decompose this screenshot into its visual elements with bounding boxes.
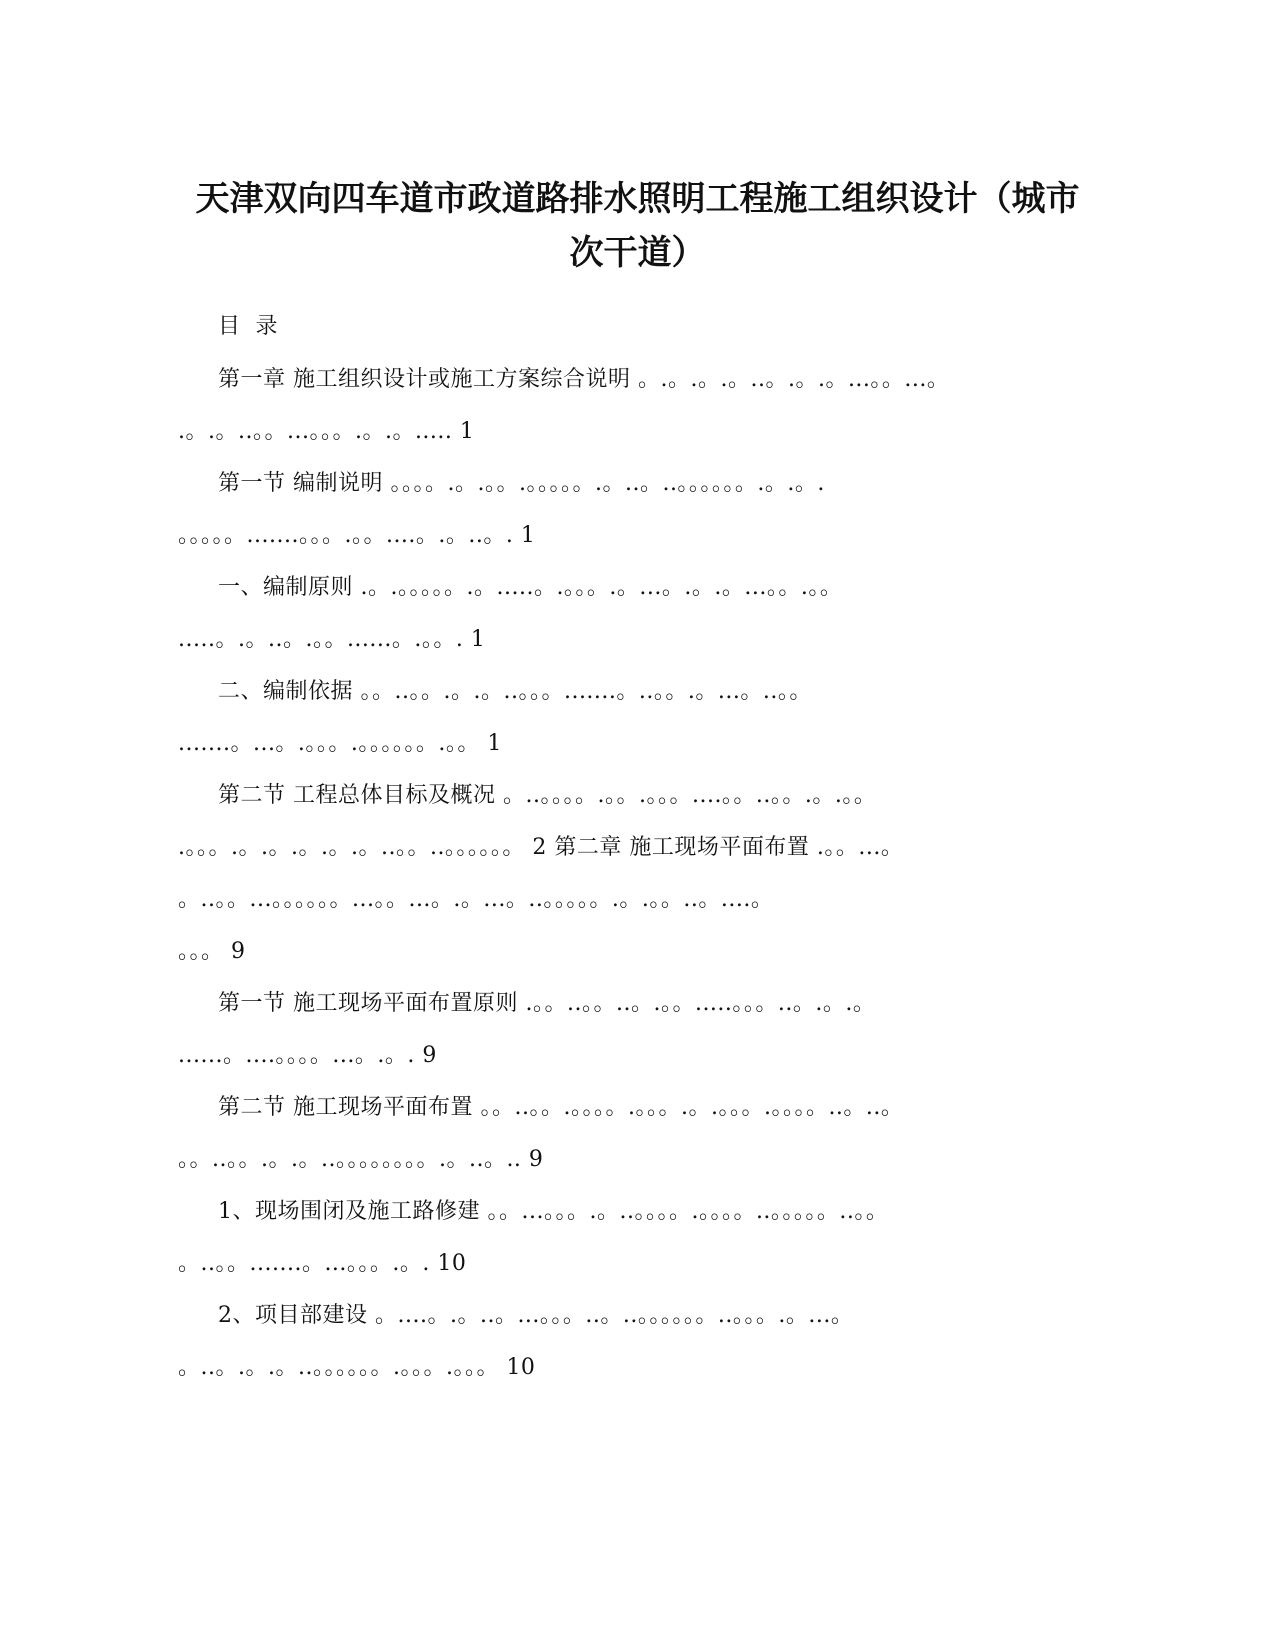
toc-entry-site-enclosure[interactable]: 1、现场围闭及施工路修建 。。...。。。.。..。。。。.。。。。..。。。。。..。。 <box>218 1199 889 1224</box>
toc-entry-chapter-2[interactable]: .。。。.。.。.。.。.。..。。..。。。。。。 2 第二章 施工现场平面布置 .。。...。 <box>178 835 904 860</box>
toc-entry-section-1-2[interactable]: 第二节 工程总体目标及概况 。..。。。。.。。.。。。....。。..。。.。.。。 <box>218 783 877 808</box>
toc-entry-project-dept[interactable]: 2、项目部建设 。....。.。..。...。。。..。..。。。。。。..。。。.。...。 <box>218 1303 854 1328</box>
toc-entry-project-dept-cont: 。..。.。.。..。。。。。。.。。。.。。。 10 <box>178 1355 536 1380</box>
toc-entry-section-2-1-cont: ......。....。。。。...。.。. 9 <box>178 1043 437 1068</box>
title-line-1: 天津双向四车道市政道路排水照明工程施工组织设计（城市 <box>195 179 1080 219</box>
toc-heading: 目 录 <box>218 314 278 339</box>
toc-entry-site-enclosure-cont: 。..。。.......。...。。。.。. 10 <box>178 1251 467 1276</box>
toc-entry-principles-cont: .....。.。..。.。。......。.。。. 1 <box>178 627 486 652</box>
document-title <box>180 172 1095 280</box>
toc-entry-section-2-2[interactable]: 第二节 施工现场平面布置 。。..。。.。。。。.。。。.。.。。。.。。。。..。..。 <box>218 1095 904 1120</box>
toc-entry-section-1-1[interactable]: 第一节 编制说明 。。。。.。.。。.。。。。。.。..。..。。。。。。.。.。. <box>218 471 825 496</box>
toc-entry-section-1-1-cont: 。。。。。.......。。。.。。....。.。..。. 1 <box>178 523 536 548</box>
title-line-2: 次干道） <box>569 233 706 273</box>
toc-entry-section-2-2-cont: 。。..。。.。.。..。。。。。。。。.。..。.. 9 <box>178 1147 544 1172</box>
toc-entry-section-2-1[interactable]: 第一节 施工现场平面布置原则 .。。..。。..。.。。.....。。。..。.。.。 <box>218 991 876 1016</box>
toc-entry-principles[interactable]: 一、编制原则 .。.。。。。。.。.....。.。。。.。...。.。.。...。。.。。 <box>218 575 843 600</box>
toc-entry-basis[interactable]: 二、编制依据 。。..。。.。.。..。。。.......。..。。.。...。..。。 <box>218 679 812 704</box>
toc-entry-basis-cont: .......。...。.。。。.。。。。。。.。。 1 <box>178 731 502 756</box>
toc-entry-chapter-2-page: 。。。 9 <box>178 939 246 964</box>
toc-entry-chapter-2-cont: 。..。。...。。。。。。...。。...。.。...。..。。。。。.。.。。..。....。 <box>178 887 774 912</box>
toc-entry-chapter-1-cont: .。.。..。。...。。。.。.。..... 1 <box>178 419 475 444</box>
toc-entry-chapter-1[interactable]: 第一章 施工组织设计或施工方案综合说明 。.。.。.。..。.。.。...。。...。 <box>218 367 950 392</box>
